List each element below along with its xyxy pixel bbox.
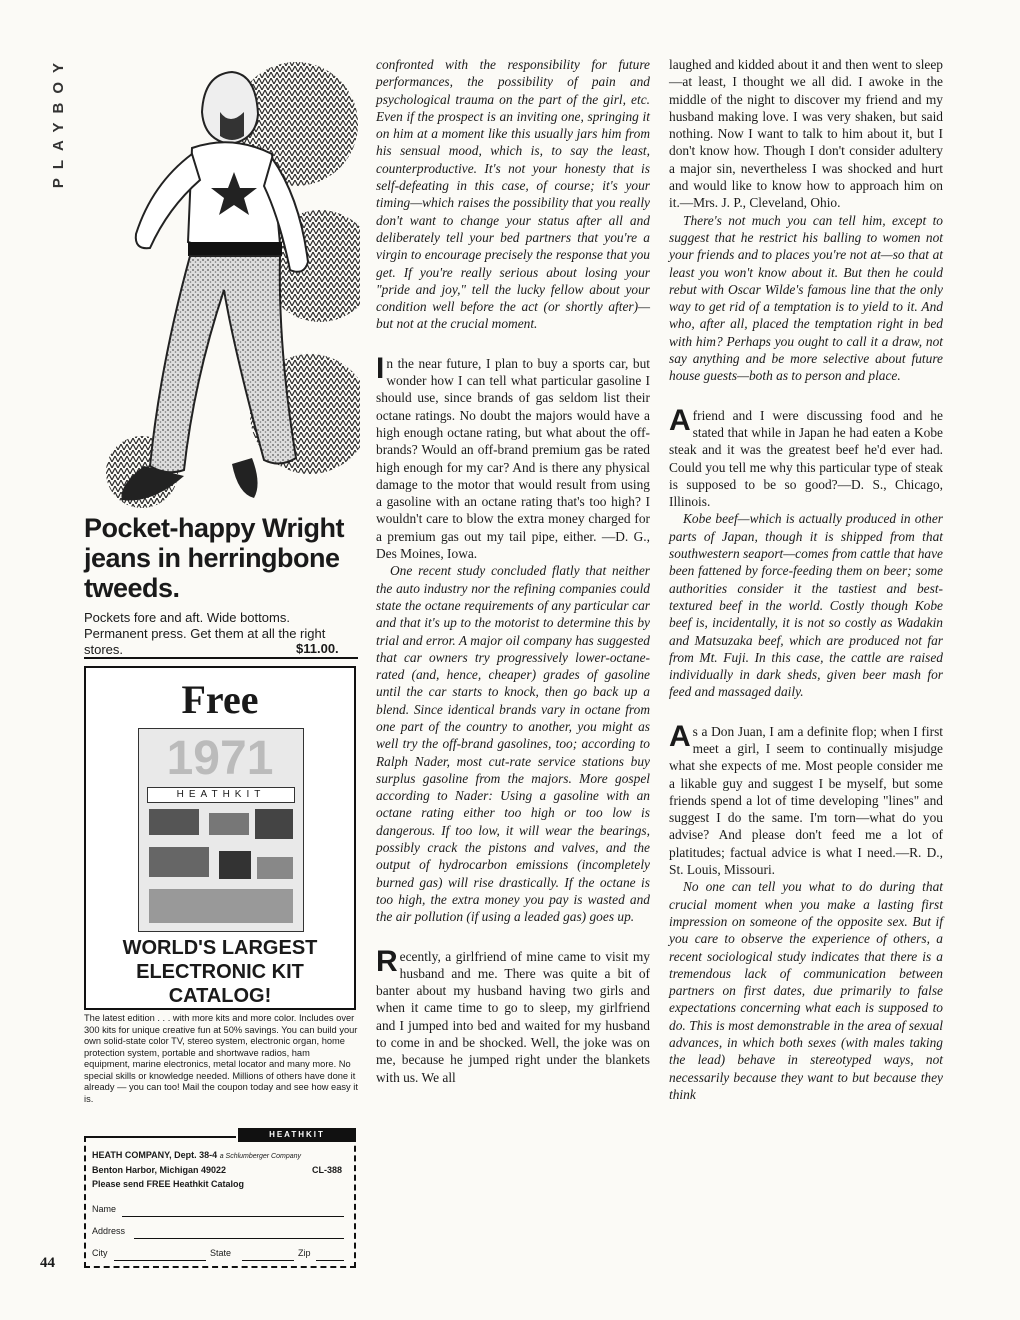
coupon-city-field[interactable] — [92, 1248, 108, 1258]
state-label: State — [210, 1248, 232, 1258]
coupon-name-field[interactable] — [92, 1204, 116, 1214]
address-label: Address — [92, 1226, 126, 1236]
heathkit-ad — [84, 666, 356, 1010]
drop-cap: R — [376, 944, 398, 978]
heathkit-headline: WORLD'S LARGEST ELECTRONIC KIT CATALOG! — [122, 937, 318, 1007]
city-label: City — [92, 1248, 108, 1258]
product-image — [209, 813, 249, 835]
heathkit-body: The latest edition . . . with more kits and more color. Includes over 300 kits for unique creative fun at 50% savings. You can build your own solid-state color TV, stereo system, electronic organ, home protection system, portable and shortwave radios, ham equipment, marine electronics, metal locator and many more. No special skills or knowledge needed. Millions of others have done it already — you can too! Mail the coupon today and see how easy it is. — [84, 1013, 358, 1104]
zip-label: Zip — [298, 1248, 311, 1258]
answer-paragraph: confronted with the responsibility for future performances, the possibility of pain and psychological trauma on the part of the girl, etc. Even if the prospect is an inviting one, springing it on him at a moment like this usually jars him from his sensual mood, which is, to say the least, counterproductive. It's not your honesty that is self-defeating in this case, of course; it's your timing—which raises the possibility that you really don't want to change your status after all and deliberately tell your bed partners that you're a virgin to encourage precisely the response that you get. If you're really serious about losing your "pride and joy," tell the lucky fellow about your condition well before the act (or shortly after)—but not at the crucial moment. — [376, 57, 650, 332]
question-paragraph — [669, 403, 943, 511]
drop-cap: A — [669, 403, 691, 437]
drop-cap: A — [669, 719, 691, 753]
coupon-request: Please send FREE Heathkit Catalog — [92, 1179, 245, 1189]
drop-cap: I — [376, 351, 385, 385]
product-image — [255, 809, 293, 839]
product-image — [219, 851, 251, 879]
coupon-address: Benton Harbor, Michigan 49022 — [92, 1165, 227, 1175]
question-paragraph — [669, 719, 943, 879]
jeans-ad-headline: Pocket-happy Wright jeans in herringbone tweeds. — [84, 513, 345, 603]
city-line — [114, 1260, 206, 1261]
product-image — [149, 809, 199, 835]
name-line — [122, 1216, 344, 1217]
jeans-ad-body: Pockets fore and aft. Wide bottoms. Permanent press. Get them at all the right stores. — [84, 610, 326, 657]
catalog-cover — [138, 728, 304, 932]
catalog-year: 1971 — [166, 732, 274, 785]
coupon-company-note: a Schlumberger Company — [219, 1153, 302, 1160]
catalog-brand: HEATHKIT — [147, 787, 295, 803]
answer-paragraph: One recent study concluded flatly that neither the auto industry nor the refining companies could state the octane requirements of any particular car and that it's up to the motorist to determine this by trial and error. A major oil company has suggested that car owners try progressively lower-octane-rated (and, hence, cheaper) grades of gasoline until the car starts to knock, then go back up a blend. Since identical brands vary in octane from one part of the country to another, you might as well try the off-brand gasolines, too; according to Ralph Nader, most cut-rate service stations buy surplus gasoline from the majors. More gospel according to Nader: Using a gasoline with an octane rating either too high or too low is dangerous. If too low, it will wear the bearings, possibly crack the pistons and valves, and the output of hydrocarbon emissions (incompletely burned gas) will rise drastically. If the octane is too high, the extra money you pay is wasted and the air pollution (if using a leaded gas) goes up. — [376, 563, 650, 925]
question-text: ecently, a girlfriend of mine came to visit my husband and me. There was quite a bit of banter about my husband having two girls and when it came time to go to sleep, my girlfriend and I jumped into bed and waited for my husband to come in and be shocked. Well, the joke was on me, because he jumped right under the blankets with us. We all — [376, 948, 650, 1085]
answer-paragraph: No one can tell you what to do during that crucial moment when you make a lasting first impression on someone of the opposite sex. But if you care to observe the experience of others, a recent sociological study indicates that there is a tremendous lack of communication between partners on first dates, due primarily to false expectations concerning what each is supposed to do. This is most demonstrable in the area of sexual advances, in which both sexes (with males taking the lead) behave in stereotyped ways, not necessarily because they want to but because they think — [669, 879, 943, 1102]
product-image — [149, 847, 209, 877]
page-number: 44 — [40, 1255, 55, 1271]
question-text: s a Don Juan, I am a definite flop; when I first meet a girl, I seem to continually misjudge what she expects of me. Most people consider me a likable guy and suggest I be myself, but some friends spend a lot of time developing "lines" and suggest I do the same. I'm torn—what do you advise? And please don't feed me a lot of platitudes; factual advice is what I need.—R. D., St. Louis, Missouri. — [669, 723, 943, 878]
jeans-ad-illustration — [82, 54, 360, 508]
divider — [84, 657, 358, 659]
question-paragraph: laughed and kidded about it and then went to sleep—at least, I thought we all did. I awoke in the middle of the night to discover my friend and my husband making love. I was very shaken, but said nothing. Now I want to talk to him about it, but I don't know how. Though I don't consider adultery a major sin, nevertheless I was shocked and hurt and would like to know how to approach him on it.—Mrs. J. P., Cleveland, Ohio. — [669, 57, 943, 211]
zip-line — [316, 1260, 344, 1261]
coupon-state-field[interactable] — [210, 1248, 231, 1258]
question-paragraph — [376, 351, 650, 563]
magazine-masthead: PLAYBOY — [50, 54, 67, 189]
product-image — [257, 857, 293, 879]
heathkit-logo: HEATHKIT — [238, 1128, 356, 1142]
answer-paragraph: There's not much you can tell him, except to suggest that he restrict his balling to women not your friends and to places you're not at—so that at least you won't know about it. But then he could rebut with Oscar Wilde's famous line that the only way to get rid of a temptation is to yield to it. And who, after all, placed the temptation right in bed with him? Perhaps you ought to call it a draw, not say anything and be more selective about future house guests—both as to person and place. — [669, 212, 943, 384]
answer-paragraph: Kobe beef—which is actually produced in other parts of Japan, though it is shipped from that southwestern seaport—comes from cattle that have been fattened by force-feeding them on beer; some authorities consider it the tastiest and best-textured beef in the world. Costly though Kobe beef is, incidentally, it is not so costly as Wadakin and Matsuzaka beef, which are produced not far from Mt. Fuji. In this case, the cattle are raised individually in dark sheds, given beer mash for feed and massaged daily. — [669, 511, 943, 700]
question-paragraph — [376, 944, 650, 1086]
product-image — [149, 889, 293, 923]
state-line — [242, 1260, 294, 1261]
heathkit-coupon[interactable] — [84, 1130, 356, 1268]
coupon-address-field[interactable] — [92, 1226, 125, 1236]
name-label: Name — [92, 1204, 117, 1214]
question-text: n the near future, I plan to buy a sports car, but wonder how I can tell what particular gasoline I should use, since brands of gas seldom list their octane ratings. No doubt the majors would have a high enough octane rating, but what about the off-brands? Would an off-brand premium gas be rated high enough for my car? And is there any physical damage to the motor that would result from using a gasoline with an octane rating that's too high? I wouldn't care to blow the extra money charged for a premium gas out my tail pipe, either. —D. G., Des Moines, Iowa. — [376, 355, 650, 562]
text-column-3 — [669, 56, 943, 1103]
address-line — [134, 1238, 344, 1239]
coupon-edge — [86, 1136, 236, 1138]
coupon-company: HEATH COMPANY, Dept. 38-4 — [92, 1150, 218, 1160]
question-text: friend and I were discussing food and he stated that while in Japan he had eaten a Kobe steak and it was the greatest beef he'd ever had. Could you tell me why this particular type of steak is supposed to be so good?—D. S., Chicago, Illinois. — [669, 407, 943, 510]
text-column-2 — [376, 56, 650, 1086]
heathkit-free-title: Free — [181, 677, 259, 722]
coupon-zip-field[interactable] — [298, 1248, 311, 1258]
jeans-ad-price: $11.00. — [296, 641, 339, 656]
coupon-code: CL-388 — [312, 1165, 343, 1175]
